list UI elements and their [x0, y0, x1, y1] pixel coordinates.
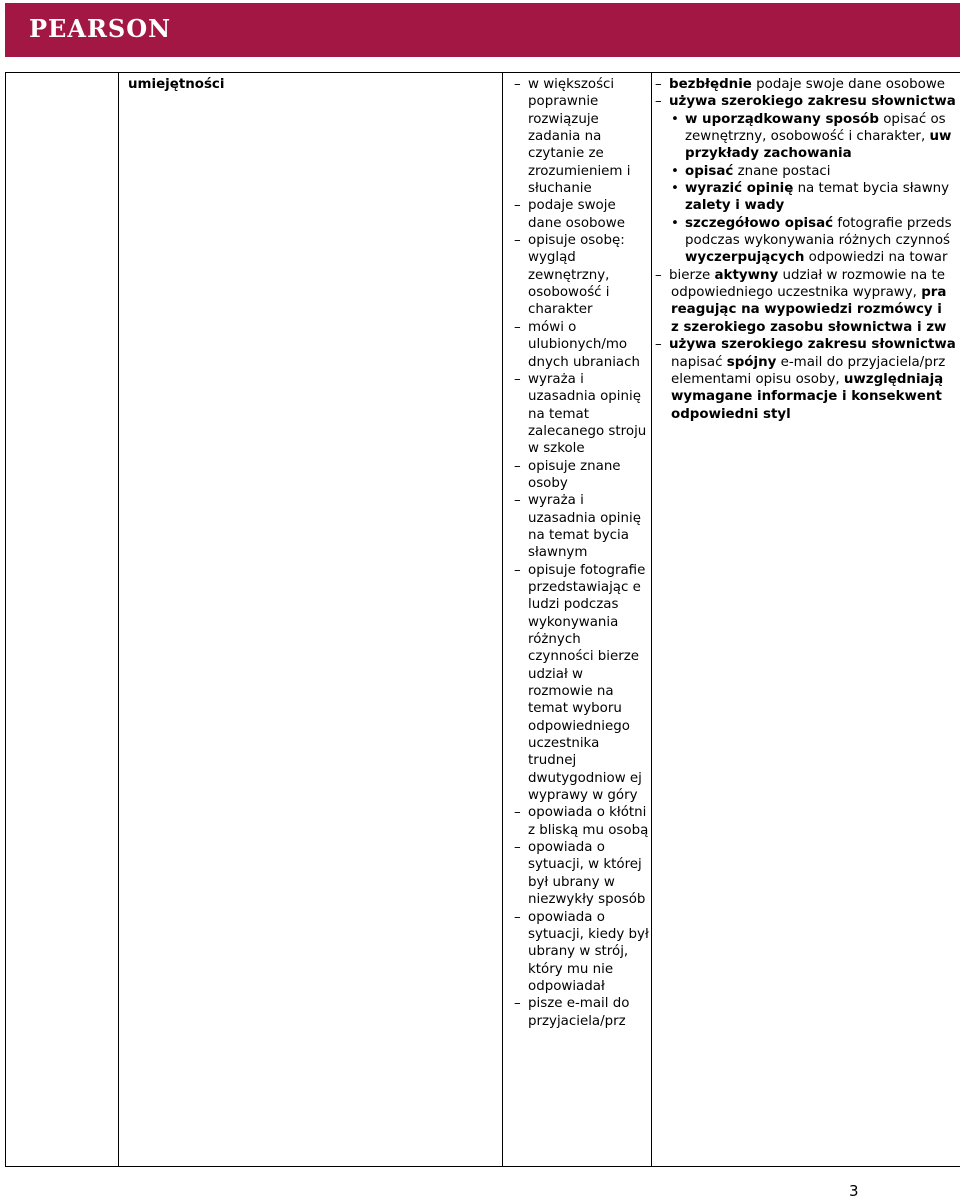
page-number: 3: [849, 1182, 859, 1200]
right-line: • wyrazić opinię na temat bycia sławny: [671, 181, 950, 197]
right-line: odpowiedniego uczestnika wyprawy, pra: [671, 285, 947, 301]
right-column: [655, 76, 960, 423]
list-item: – opowiada o kłótni z bliską mu osobą: [514, 805, 649, 838]
row-label: umiejętności: [128, 77, 225, 92]
right-line: • w uporządkowany sposób opisać os: [671, 111, 946, 127]
criteria-table: [5, 72, 960, 1167]
list-item: – podaje swoje dane osobowe: [514, 198, 625, 231]
column-divider-1: [118, 73, 119, 1166]
right-line: zalety i wady: [685, 198, 785, 214]
list-item: – w większości poprawnie rozwiązuje zadania na czytanie ze zrozumieniem i słuchanie: [514, 77, 631, 197]
right-line: reagując na wypowiedzi rozmówcy i: [671, 302, 942, 318]
right-line: przykłady zachowania: [685, 146, 852, 162]
middle-column: [514, 76, 649, 1030]
list-item: – wyraża i uzasadnia opinię na temat bycia sławnym: [514, 493, 641, 561]
right-line: odpowiedni styl: [671, 406, 791, 422]
right-line: elementami opisu osoby, uwzględniają: [671, 371, 944, 387]
right-line: wyczerpujących odpowiedzi na towar: [685, 250, 948, 266]
right-line: napisać spójny e-mail do przyjaciela/prz: [671, 354, 946, 370]
right-line: – używa szerokiego zakresu słownictwa: [655, 337, 956, 353]
list-item: – wyraża i uzasadnia opinię na temat zalecanego stroju w szkole: [514, 371, 647, 457]
table-border-left: [5, 73, 6, 1166]
list-item: – opowiada o sytuacji, w której był ubrany w niezwykły sposób: [514, 840, 646, 908]
right-line: z szerokiego zasobu słownictwa i zw: [671, 319, 947, 335]
list-item: – mówi o ulubionych/mo dnych ubraniach: [514, 319, 640, 370]
right-line: wymagane informacje i konsekwent: [671, 389, 942, 405]
right-line: – bierze aktywny udział w rozmowie na te: [655, 267, 945, 283]
pearson-logo: PEARSON: [29, 14, 172, 43]
right-line: podczas wykonywania różnych czynnoś: [685, 233, 951, 249]
list-item: – pisze e-mail do przyjaciela/prz: [514, 996, 630, 1029]
right-line: – bezbłędnie podaje swoje dane osobowe: [655, 77, 946, 92]
right-line: • opisać znane postaci: [671, 163, 831, 179]
list-item: – opisuje znane osoby: [514, 458, 621, 491]
list-item: – opisuje fotografie przedstawiając e ludzi podczas wykonywania różnych czynności bierze udział w rozmowie na temat wyboru odpowiedniego uczestnika trudnej dwutygodniow ej wyprawy w góry: [514, 562, 646, 804]
column-divider-2: [502, 73, 503, 1166]
right-line: – używa szerokiego zakresu słownictwa: [655, 94, 956, 110]
column-divider-3: [651, 73, 652, 1166]
list-item: – opisuje osobę: wygląd zewnętrzny, osobowość i charakter: [514, 233, 625, 318]
header-bar: [5, 3, 960, 57]
right-line: • szczegółowo opisać fotografie przeds: [671, 215, 952, 231]
list-item: – opowiada o sytuacji, kiedy był ubrany w strój, który mu nie odpowiadał: [514, 909, 649, 994]
right-line: zewnętrzny, osobowość i charakter, uw: [685, 129, 952, 145]
